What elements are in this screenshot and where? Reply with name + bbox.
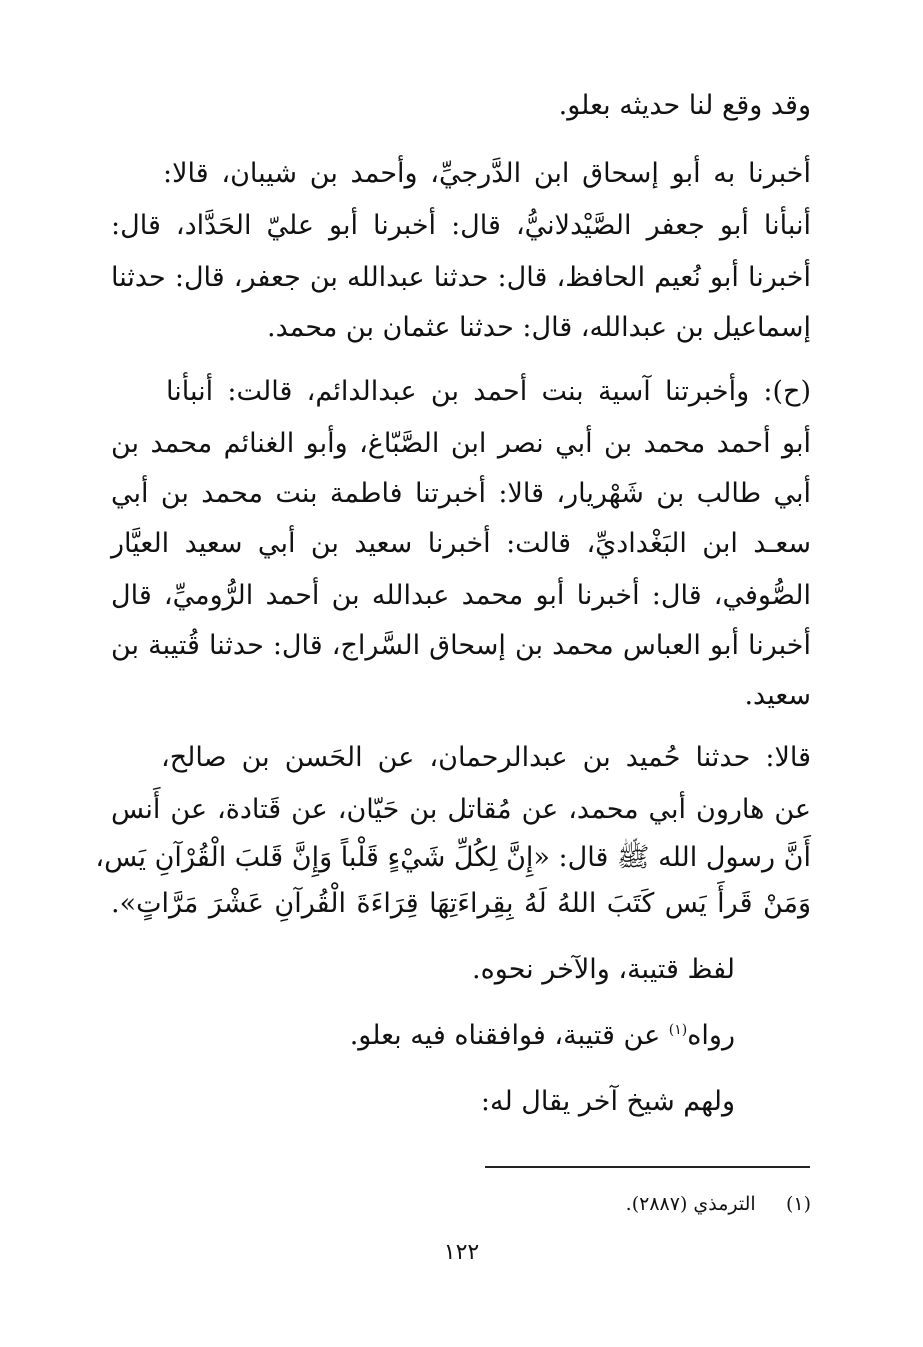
paragraph-4-line-3: أَنَّ رسول الله ﷺ قال: «إِنَّ لِكُلِّ شَيْءٍ قَلْباً وَإِنَّ قَلبَ الْقُرْآنِ يَس، <box>95 842 811 873</box>
page-number: ١٢٢ <box>443 1240 480 1265</box>
paragraph-3-line-3: أبي طالب بن شَهْريار، قالا: أخبرتنا فاطمة بنت محمد بن أبي <box>111 478 811 509</box>
paragraph-5-line-1: لفظ قتيبة، والآخر نحوه. <box>472 954 735 985</box>
paragraph-2-line-2: أنبأنا أبو جعفر الصَّيْدلانيُّ، قال: أخبرنا أبو عليّ الحَدَّاد، قال: <box>111 210 811 241</box>
paragraph-4-line-1: قالا: حدثنا حُميد بن عبدالرحمان، عن الحَسن بن صالح، <box>161 742 811 773</box>
paragraph-7-line-1: ولهم شيخ آخر يقال له: <box>480 1086 735 1117</box>
paragraph-4-line-2: عن هارون أبي محمد، عن مُقاتل بن حَيّان، عن قَتادة، عن أَنس <box>111 794 811 825</box>
paragraph-1-line-1: وقد وقع لنا حديثه بعلو. <box>558 90 811 121</box>
paragraph-3-line-6: أخبرنا أبو العباس محمد بن إسحاق السَّراج، قال: حدثنا قُتيبة بن <box>111 630 811 661</box>
footnote-text: الترمذي (٢٨٨٧). <box>625 1193 756 1215</box>
paragraph-3-line-4: سعـد ابن البَغْداديِّ، قالت: أخبرنا سعيد بن أبي سعيد العيَّار <box>111 528 811 559</box>
paragraph-4-line-4: وَمَنْ قَرأَ يَس كَتَبَ اللهُ لَهُ بِقِراءَتِهَا قِرَاءَةَ الْقُرآنِ عَشْرَ مَرَّاتٍ». <box>111 888 811 919</box>
paragraph-3-line-1: (ح): وأخبرتنا آسية بنت أحمد بن عبدالدائم، قالت: أنبأنا <box>166 376 811 407</box>
paragraph-6-text-after-sup: عن قتيبة، فوافقناه فيه بعلو. <box>349 1020 669 1051</box>
footnote-reference: (١) <box>668 1022 688 1038</box>
paragraph-3-line-7: سعيد. <box>744 680 811 711</box>
paragraph-2-line-1: أخبرنا به أبو إسحاق ابن الدَّرجيِّ، وأحمد بن شيبان، قالا: <box>163 158 811 189</box>
footnote-separator <box>485 1166 810 1168</box>
paragraph-2-line-4: إسماعيل بن عبدالله، قال: حدثنا عثمان بن محمد. <box>267 312 811 343</box>
footnote <box>626 1190 811 1218</box>
paragraph-6-line-1 <box>350 1016 735 1056</box>
footnote-marker: (١) <box>785 1193 811 1215</box>
paragraph-3-line-5: الصُّوفي، قال: أخبرنا أبو محمد عبدالله بن أحمد الرُّوميِّ، قال <box>111 580 811 611</box>
paragraph-3-line-2: أبو أحمد محمد بن أبي نصر ابن الصَّبّاغ، وأبو الغنائم محمد بن <box>111 428 811 459</box>
footnote-spacer <box>762 1193 780 1215</box>
paragraph-2-line-3: أخبرنا أبو نُعيم الحافظ، قال: حدثنا عبدالله بن جعفر، قال: حدثنا <box>111 262 811 293</box>
paragraph-6-text-before-sup: رواه <box>687 1020 735 1051</box>
